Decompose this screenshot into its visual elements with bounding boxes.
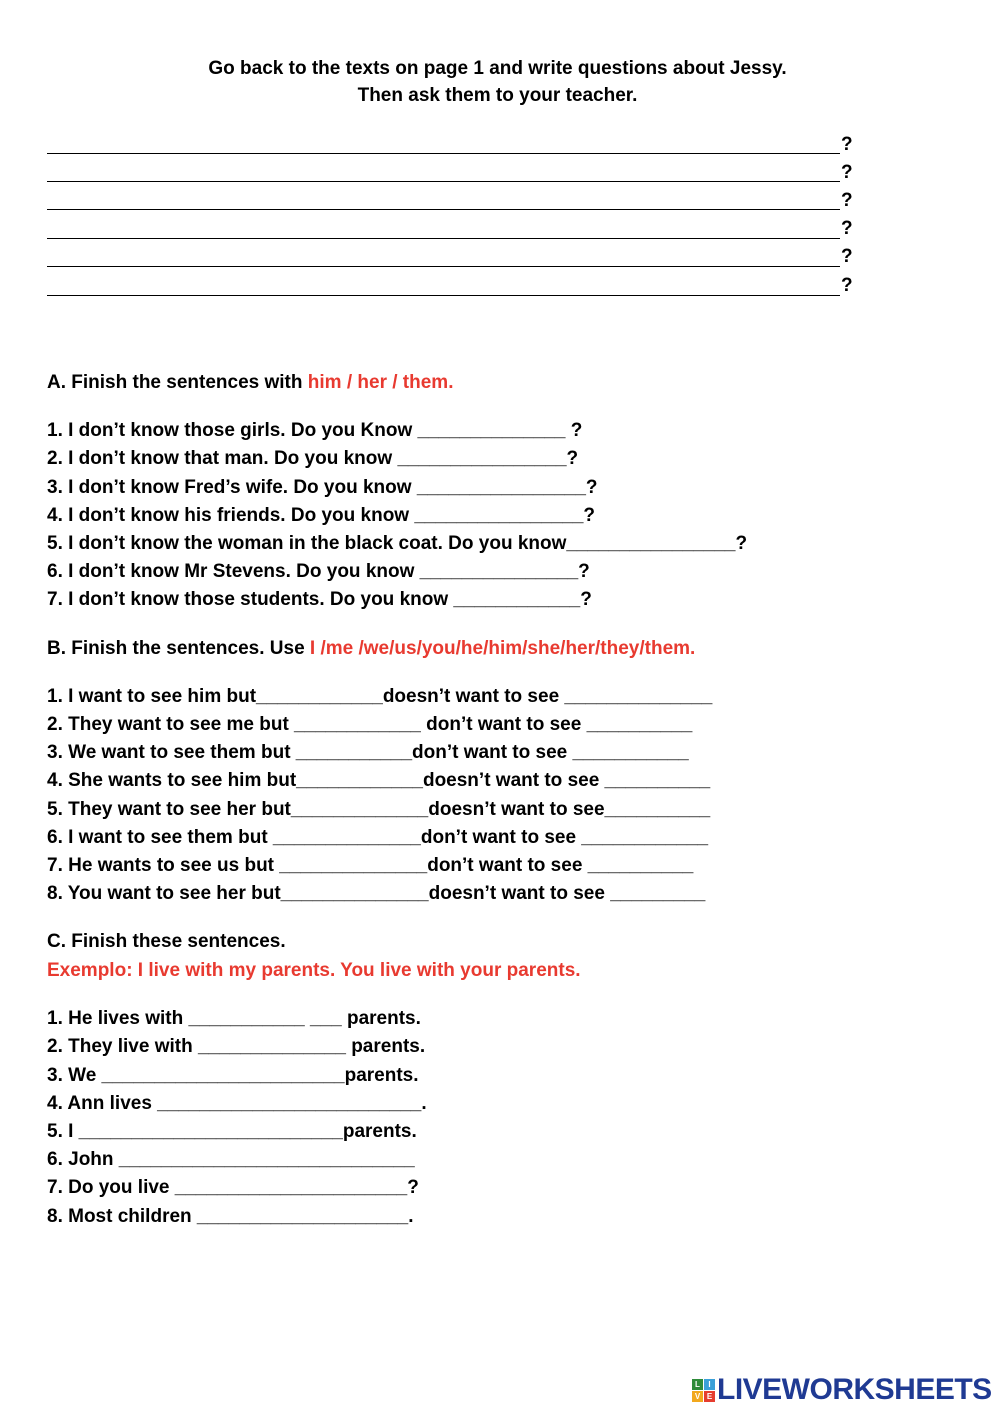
section-b-item: 4. She wants to see him but____________doesn’t want to see __________ — [47, 770, 711, 791]
answer-line[interactable] — [47, 153, 840, 154]
section-b-item: 3. We want to see them but ___________don’t want to see ___________ — [47, 742, 689, 763]
section-a-item: 2. I don’t know that man. Do you know ________________? — [47, 448, 579, 469]
section-c-item: 3. We _______________________parents. — [47, 1065, 419, 1086]
section-a-item: 3. I don’t know Fred’s wife. Do you know ________________? — [47, 477, 598, 498]
section-c-item: 1. He lives with ___________ ___ parents. — [47, 1008, 421, 1029]
section-b-item: 5. They want to see her but_____________doesn’t want to see__________ — [47, 799, 711, 820]
question-mark: ? — [841, 275, 853, 296]
section-a-item: 7. I don’t know those students. Do you know ____________? — [47, 589, 592, 610]
section-c-title: C. Finish these sentences. — [47, 931, 286, 952]
logo-letter-e: E — [704, 1391, 715, 1402]
instructions-line-1: Go back to the texts on page 1 and write questions about Jessy. — [208, 58, 787, 79]
answer-line[interactable] — [47, 181, 840, 182]
logo-letter-v: V — [692, 1391, 703, 1402]
section-a-item: 1. I don’t know those girls. Do you Know ______________ ? — [47, 420, 583, 441]
section-b-item: 7. He wants to see us but ______________don’t want to see __________ — [47, 855, 694, 876]
logo-mark-icon — [692, 1379, 715, 1402]
answer-line[interactable] — [47, 266, 840, 267]
section-b-item: 2. They want to see me but ____________ don’t want to see __________ — [47, 714, 693, 735]
question-mark: ? — [841, 190, 853, 211]
logo-text: LIVEWORKSHEETS — [717, 1373, 992, 1406]
section-c-item: 7. Do you live ______________________? — [47, 1177, 419, 1198]
section-b-item: 8. You want to see her but______________doesn’t want to see _________ — [47, 883, 706, 904]
section-b-highlight: I /me /we/us/you/he/him/she/her/they/them. — [309, 638, 696, 659]
section-a-highlight: him / her / them. — [307, 372, 454, 393]
section-c-item: 2. They live with ______________ parents. — [47, 1036, 426, 1057]
answer-line[interactable] — [47, 238, 840, 239]
question-mark: ? — [841, 162, 853, 183]
section-c-item: 5. I _________________________parents. — [47, 1121, 417, 1142]
section-a-item: 6. I don’t know Mr Stevens. Do you know _______________? — [47, 561, 590, 582]
logo-letter-i: I — [704, 1379, 715, 1390]
instructions-line-2: Then ask them to your teacher. — [357, 85, 638, 106]
section-a-title-text: A. Finish the sentences with — [47, 372, 308, 393]
answer-line[interactable] — [47, 295, 840, 296]
section-c-example: Exemplo: I live with my parents. You live with your parents. — [47, 960, 581, 981]
section-a-title — [47, 371, 453, 395]
liveworksheets-logo — [692, 1373, 992, 1407]
section-b-title — [47, 637, 695, 661]
question-mark: ? — [841, 246, 853, 267]
section-c-item: 8. Most children ____________________. — [47, 1206, 414, 1227]
section-a-item: 5. I don’t know the woman in the black coat. Do you know________________? — [47, 533, 748, 554]
section-c-item: 4. Ann lives _________________________. — [47, 1093, 427, 1114]
section-b-item: 1. I want to see him but____________doesn’t want to see ______________ — [47, 686, 713, 707]
question-mark: ? — [841, 134, 853, 155]
section-c-item: 6. John ____________________________ — [47, 1149, 415, 1170]
section-a-item: 4. I don’t know his friends. Do you know ________________? — [47, 505, 596, 526]
logo-letter-l: L — [692, 1379, 703, 1390]
answer-line[interactable] — [47, 209, 840, 210]
section-b-item: 6. I want to see them but ______________don’t want to see ____________ — [47, 827, 709, 848]
question-mark: ? — [841, 218, 853, 239]
section-b-title-text: B. Finish the sentences. Use — [47, 638, 310, 659]
